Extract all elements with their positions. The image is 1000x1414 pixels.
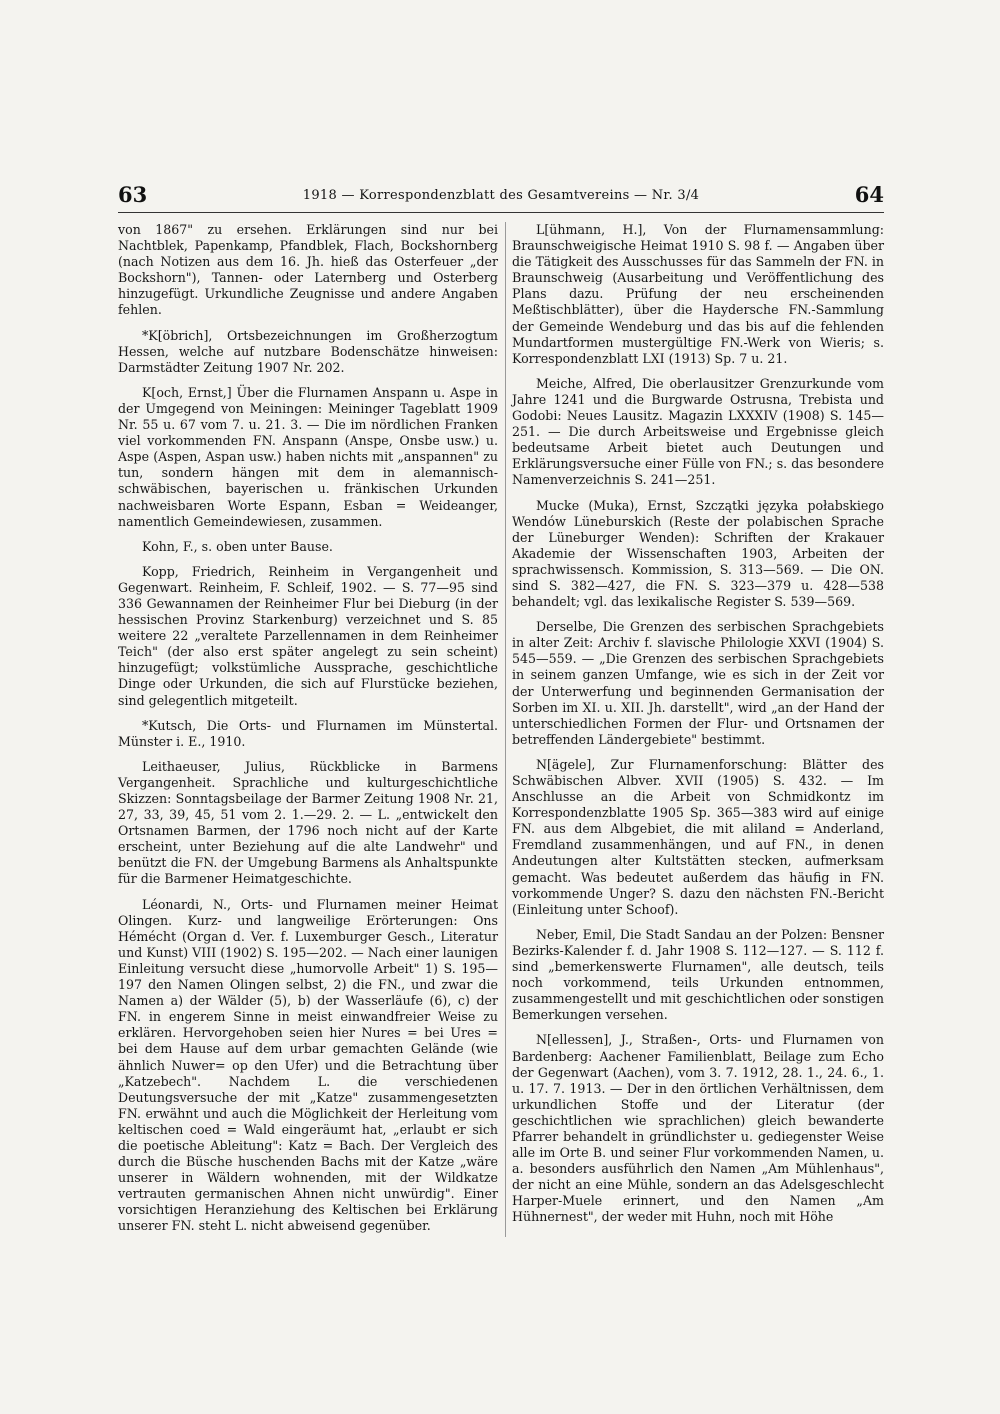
paragraph: Kopp, Friedrich, Reinheim in Vergangenheit und Gegenwart. Reinheim, F. Schleif, 1902. — S. 77—95 sind 336 Gewannamen der Reinheimer Flur bei Dieburg (in der hessischen Provinz Starkenburg) verzeichnet und S. 85 weitere 22 „veraltete Parzellennamen in dem Reinheimer Teich" (der also erst später angelegt zu sein scheint) hinzugefügt; volkstümliche Aussprache, geschichtliche Dinge oder Urkunden, die sich auf Flurstücke beziehen, sind gelegentlich mitgeteilt. bbox=[118, 563, 498, 708]
paragraph: von 1867" zu ersehen. Erklärungen sind nur bei Nachtblek, Papenkamp, Pfandblek, Flach, Bockshornberg (nach Notizen aus dem 16. Jh. hieß das Osterfeuer „der Bockshorn"), Tannen- oder Laternberg und Osterberg hinzugefügt. Urkundliche Zeugnisse und andere Angaben fehlen. bbox=[118, 222, 498, 318]
paragraph: L[ühmann, H.], Von der Flurnamensammlung: Braunschweigische Heimat 1910 S. 98 f. — Angaben über die Tätigkeit des Ausschusses für das Sammeln der FN. in Braunschweig (Ausarbeitung und Veröffentlichung des Plans dazu. Prüfung der neu erscheinenden Meßtischblätter), über die Haydersche FN.-Sammlung der Gemeinde Wendeburg und das bis auf die fehlenden Mundartformen mustergültige FN.-Werk von Wieris; s. Korrespondenzblatt LXI (1913) Sp. 7 u. 21. bbox=[512, 222, 884, 366]
running-header bbox=[118, 182, 884, 206]
paragraph: *K[öbrich], Ortsbezeichnungen im Großherzogtum Hessen, welche auf nutzbare Bodenschätze hinweisen: Darmstädter Zeitung 1907 Nr. 202. bbox=[118, 327, 498, 375]
paragraph: Derselbe, Die Grenzen des serbischen Sprachgebiets in alter Zeit: Archiv f. slavische Philologie XXVI (1904) S. 545—559. — „Die Grenzen des serbischen Sprachgebiets in seinem ganzen Umfange, wie es sich in der Zeit vor der Unterwerfung und beginnenden Germanisation der Sorben im XI. u. XII. Jh. darstellt", wird „an der Hand der unterschiedlichen Formen der Flur- und Ortsnamen der betreffenden Ländergebiete" bestimmt. bbox=[512, 619, 884, 747]
column-divider bbox=[505, 222, 506, 1237]
left-column bbox=[118, 222, 498, 1244]
paragraph: Meiche, Alfred, Die oberlausitzer Grenzurkunde vom Jahre 1241 und die Burgwarde Ostrusna, Trebista und Godobi: Neues Lausitz. Magazin LXXXIV (1908) S. 145—251. — Die durch Arbeitsweise und Ergebnisse gleich bedeutsame Arbeit bietet auch Deutungen und Erklärungsversuche einer Fülle von FN.; s. das besondere Namenverzeichnis S. 241—251. bbox=[512, 375, 884, 488]
paragraph: Leithaeuser, Julius, Rückblicke in Barmens Vergangenheit. Sprachliche und kulturgeschichtliche Skizzen: Sonntagsbeilage der Barmer Zeitung 1908 Nr. 21, 27, 33, 39, 45, 51 vom 2. 1.—29. 2. — L. „entwickelt den Ortsnamen Barmen, der 1796 noch nicht auf der Karte erscheint, unter Beziehung auf die alte Landwehr" und benützt die FN. der Umgebung Barmens als Anhaltspunkte für die Barmener Heimatgeschichte. bbox=[118, 758, 498, 887]
paragraph: K[och, Ernst,] Über die Flurnamen Anspann u. Aspe in der Umgegend von Meiningen: Meininger Tageblatt 1909 Nr. 55 u. 67 vom 7. u. 21. 3. — Die im nördlichen Franken viel vorkommenden FN. Anspann (Anspe, Onsbe usw.) u. Aspe (Aspen, Aspan usw.) haben nichts mit „anspannen" zu tun, sondern hängen mit dem in alemannisch-schwäbischen, bayerischen u. fränkischen Urkunden nachweisbaren Worte Espann, Esban = Weideanger, namentlich Gemeindewiesen, zusammen. bbox=[118, 384, 498, 529]
paragraph: Mucke (Muka), Ernst, Szczątki języka połabskiego Wendów Lüneburskich (Reste der polabischen Sprache der Lüneburger Wenden): Schriften der Krakauer Akademie der Wissenschaften 1903, Arbeiten der sprachwissensch. Kommission, S. 313—569. — Die ON. sind S. 382—427, die FN. S. 323—379 u. 428—538 behandelt; vgl. das lexikalische Register S. 539—569. bbox=[512, 497, 884, 610]
header-title: 1918 — Korrespondenzblatt des Gesamtvereins — Nr. 3/4 bbox=[302, 188, 700, 203]
page-number-left: 63 bbox=[118, 182, 148, 207]
paragraph: Léonardi, N., Orts- und Flurnamen meiner Heimat Olingen. Kurz- und langweilige Erörterungen: Ons Hémécht (Organ d. Ver. f. Luxemburger Gesch., Literatur und Kunst) VIII (1902) S. 195—202. — Nach einer launigen Einleitung versucht diese „humorvolle Arbeit" 1) S. 195—197 den Namen Olingen selbst, 2) die FN., und zwar die Namen a) der Wälder (5), b) der Wasserläufe (6), c) der FN. in engerem Sinne in meist einwandfreier Weise zu erklären. Hervorgehoben seien hier Nures = bei Ures = bei dem Hause auf dem urbar gemachten Gelände (wie ähnlich Nuwer= op den Ufer) und die Betrachtung über „Katzebech". Nachdem L. die verschiedenen Deutungsversuche der mit „Katze" zusammengesetzten FN. erwähnt und auch die Möglichkeit der Herleitung vom keltischen coed = Wald eingeräumt hat, „erlaubt er sich die poetische Ableitung": Katz = Bach. Der Vergleich des durch die Büsche huschenden Bachs mit der Katze „wäre unserer in Wäldern wohnenden, mit der Wildkatze vertrauten germanischen Ahnen nicht unwürdig". Einer vorsichtigen Heranziehung des Keltischen bei Erklärung unserer FN. steht L. nicht abweisend gegenüber. bbox=[118, 896, 498, 1234]
right-column bbox=[512, 222, 884, 1235]
paragraph: *Kutsch, Die Orts- und Flurnamen im Münstertal. Münster i. E., 1910. bbox=[118, 717, 498, 749]
paragraph: N[ellessen], J., Straßen-, Orts- und Flurnamen von Bardenberg: Aachener Familienblatt, Beilage zum Echo der Gegenwart (Aachen), vom 3. 7. 1912, 28. 1., 24. 6., 1. u. 17. 7. 1913. — Der in den örtlichen Verhältnissen, dem urkundlichen Stoffe und der Literatur (der geschichtlichen wie sprachlichen) gleich bewanderte Pfarrer behandelt in gründlichster u. gediegenster Weise alle im Orte B. und seiner Flur vorkommenden Namen, u. a. besonders ausführlich den Namen „Am Mühlenhaus", der nicht an eine Mühle, sondern an das Adelsgeschlecht Harper-Muele erinnert, und den Namen „Am Hühnernest", der weder mit Huhn, noch mit Höhe bbox=[512, 1032, 884, 1225]
paragraph: N[ägele], Zur Flurnamenforschung: Blätter des Schwäbischen Albver. XVII (1905) S. 432. — Im Anschlusse an die Arbeit von Schmidkontz im Korrespondenzblatte 1905 Sp. 365—383 wird auf einige FN. aus dem Albgebiet, die mit aliland = Anderland, Fremdland zusammenhängen, und auf FN., in denen Andeutungen alter Kultstätten stecken, aufmerksam gemacht. Was bedeutet außerdem das häufig in FN. vorkommende Unger? S. dazu den nächsten FN.-Bericht (Einleitung unter Schoof). bbox=[512, 756, 884, 917]
page-number-right: 64 bbox=[854, 182, 884, 207]
header-rule bbox=[118, 212, 884, 213]
paragraph: Neber, Emil, Die Stadt Sandau an der Polzen: Bensner Bezirks-Kalender f. d. Jahr 1908 S. 112—127. — S. 112 f. sind „bemerkenswerte Flurnamen", alle deutsch, teils noch vorkommend, teils Urkunden entnommen, zusammengestellt und mit geschichtlichen oder sonstigen Bemerkungen versehen. bbox=[512, 926, 884, 1023]
paragraph: Kohn, F., s. oben unter Bause. bbox=[142, 538, 333, 554]
